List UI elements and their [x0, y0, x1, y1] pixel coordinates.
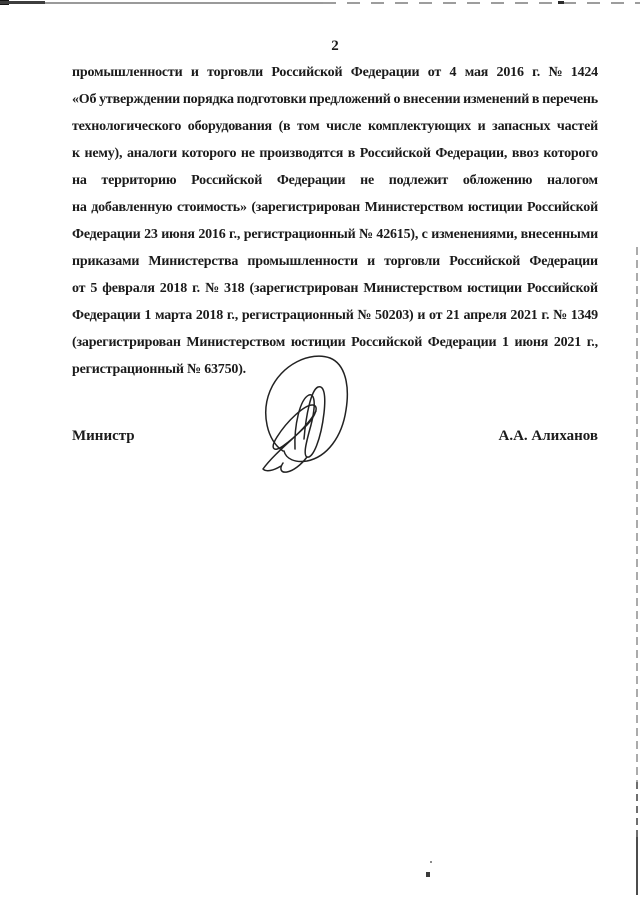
body-text [72, 59, 598, 383]
document-line: на территорию Российской Федерации не подлежит обложению налогом [72, 173, 598, 188]
document-line: Федерации 1 марта 2018 г., регистрационный № 50203) и от 21 апреля 2021 г. № 1349 [72, 308, 598, 323]
minister-role-label: Министр [72, 428, 135, 444]
document-line: технологического оборудования (в том числе комплектующих и запасных частей [72, 119, 598, 134]
scan-artifact-top-dark-spot [558, 1, 564, 4]
scan-artifact-top-left-blob [0, 0, 9, 5]
signer-name: А.А. Алиханов [498, 428, 598, 444]
document-line: Федерации 23 июня 2016 г., регистрационный № 42615), с изменениями, внесенными [72, 227, 598, 242]
scan-artifact-right-edge-dashes [636, 247, 638, 782]
document-line: регистрационный № 63750). [72, 362, 246, 377]
scan-artifact-top-edge-dark [0, 1, 45, 4]
document-line: на добавленную стоимость» (зарегистрирован Министерством юстиции Российской [72, 200, 598, 215]
document-line: (зарегистрирован Министерством юстиции Российской Федерации 1 июня 2021 г., [72, 335, 598, 350]
document-line: «Об утверждении порядка подготовки предложений о внесении изменений в перечень [72, 92, 598, 107]
document-line: к нему), аналоги которого не производятся в Российской Федерации, ввоз которого [72, 146, 598, 161]
scan-artifact-top-edge-dashes [323, 2, 640, 4]
scan-artifact-speck [430, 861, 432, 863]
scan-artifact-speck [426, 872, 430, 877]
document-line: промышленности и торговли Российской Федерации от 4 мая 2016 г. № 1424 [72, 65, 598, 80]
signature-icon [253, 351, 359, 473]
scan-artifact-top-edge-line [45, 2, 323, 4]
scan-artifact-right-edge-solid [636, 837, 638, 895]
scan-artifact-right-edge-dashes-dark [636, 782, 638, 837]
page-number: 2 [331, 38, 339, 54]
document-line: от 5 февраля 2018 г. № 318 (зарегистрирован Министерством юстиции Российской [72, 281, 598, 296]
document-line: приказами Министерства промышленности и торговли Российской Федерации [72, 254, 598, 269]
